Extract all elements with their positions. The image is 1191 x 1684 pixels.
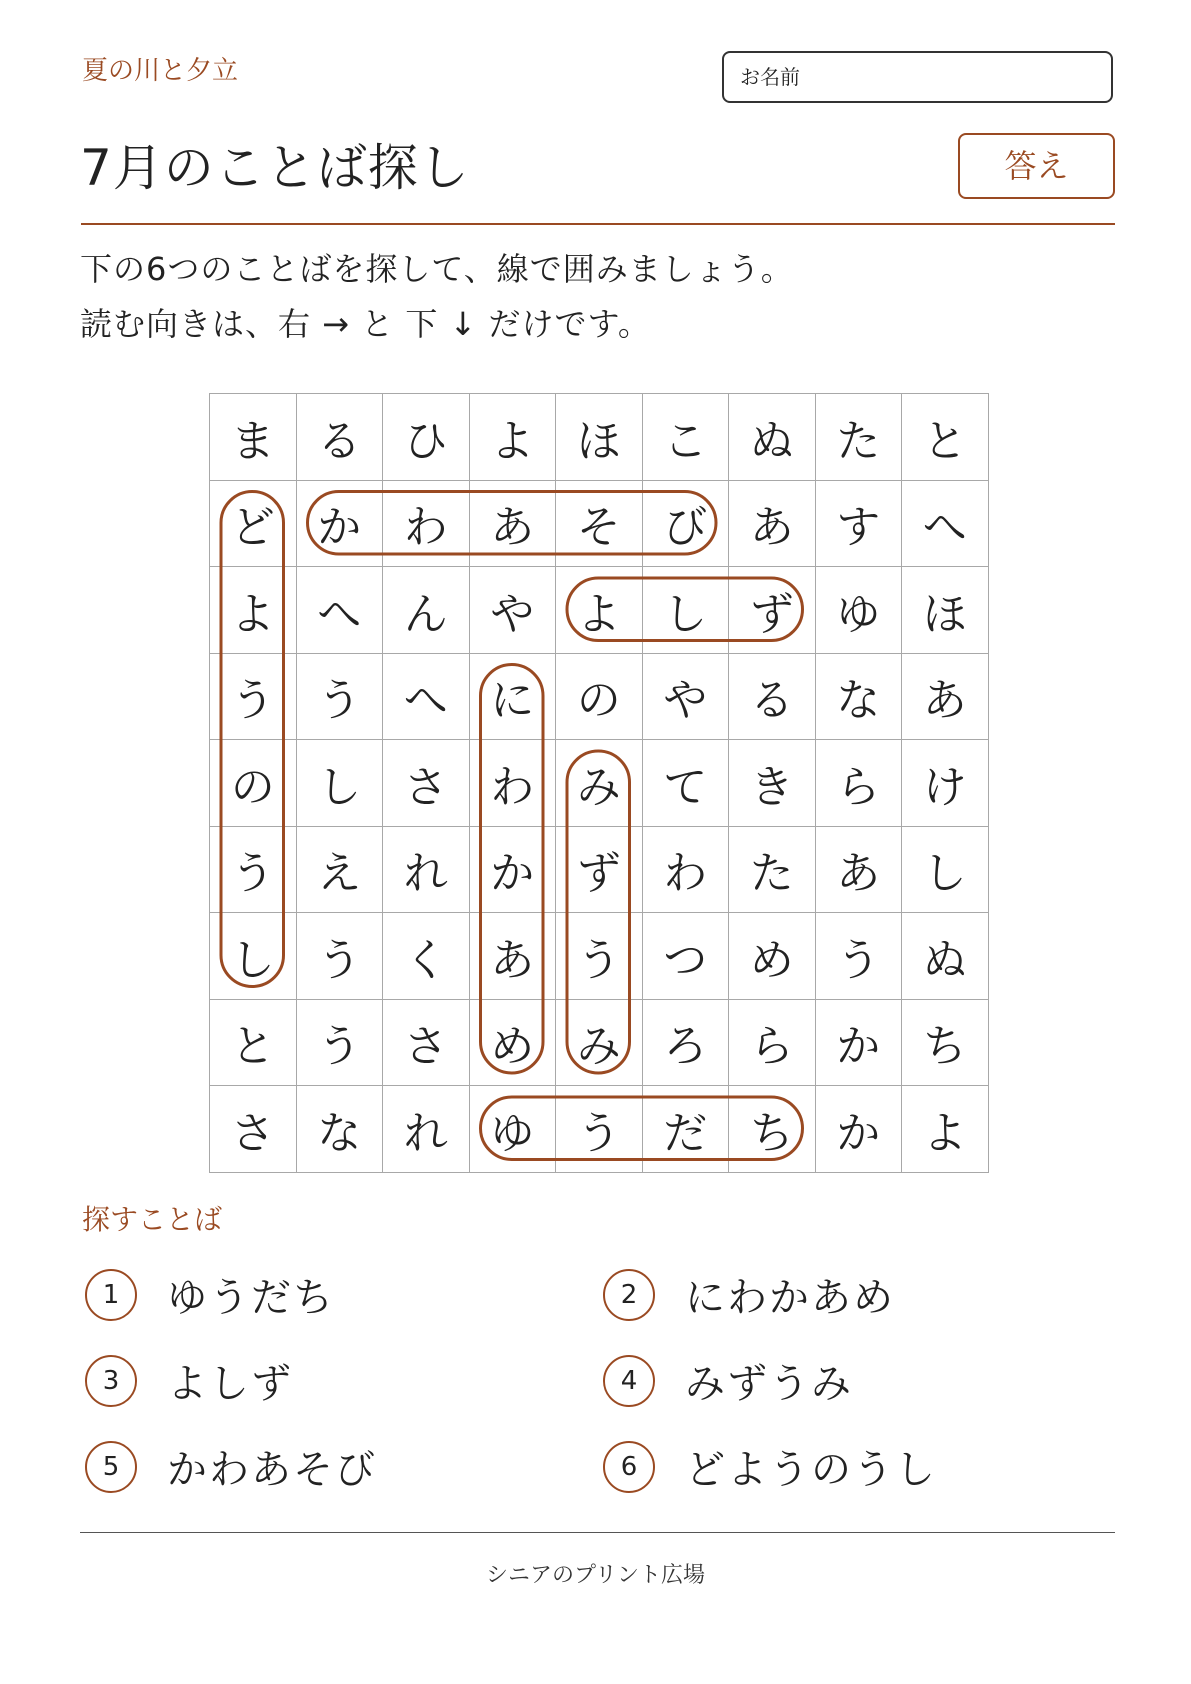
grid-cell: う (556, 1086, 643, 1173)
grid-cell: か (297, 481, 384, 568)
grid-cell: さ (383, 740, 470, 827)
grid-cell: か (816, 1000, 903, 1087)
grid-cell: れ (383, 827, 470, 914)
grid-cell: そ (556, 481, 643, 568)
grid-cell: ち (729, 1086, 816, 1173)
grid-cell: よ (902, 1086, 989, 1173)
grid-cell: す (816, 481, 903, 568)
grid-cell: か (816, 1086, 903, 1173)
grid-cell: き (729, 740, 816, 827)
grid-cell: ず (556, 827, 643, 914)
grid-cell: う (210, 654, 297, 741)
grid-cell: に (470, 654, 557, 741)
footer-credit: シニアのプリント広場 (485, 1563, 706, 1588)
grid-cell: よ (210, 567, 297, 654)
grid-cell: う (210, 827, 297, 914)
grid-cell: や (470, 567, 557, 654)
grid-cell: ゆ (816, 567, 903, 654)
grid-cell: な (297, 1086, 384, 1173)
grid-cell: う (297, 913, 384, 1000)
grid-cell: た (816, 394, 903, 481)
grid-cell: わ (643, 827, 730, 914)
grid-cell: と (210, 1000, 297, 1087)
grid-cell: う (297, 1000, 384, 1087)
grid-cell: さ (210, 1086, 297, 1173)
word-text: ゆうだち (167, 1275, 335, 1321)
word-item-3 (85, 1352, 293, 1409)
grid-cell: ほ (556, 394, 643, 481)
grid-cell: て (643, 740, 730, 827)
grid-cell: ち (902, 1000, 989, 1087)
grid-cell: だ (643, 1086, 730, 1173)
number-badge: 4 (603, 1355, 655, 1407)
footer-divider (80, 1532, 1115, 1533)
word-search-grid (209, 393, 989, 1173)
grid-cell: み (556, 1000, 643, 1087)
grid-cell: へ (297, 567, 384, 654)
grid-cell: あ (816, 827, 903, 914)
word-text: よしず (167, 1361, 293, 1407)
words-heading: 探すことば (82, 1203, 223, 1236)
grid-cell: ら (816, 740, 903, 827)
grid-cell: わ (383, 481, 470, 568)
grid-cell: み (556, 740, 643, 827)
grid-cell: ゆ (470, 1086, 557, 1173)
word-item-1 (85, 1266, 335, 1323)
grid-cell: し (297, 740, 384, 827)
grid-cell: ま (210, 394, 297, 481)
grid-cell: う (816, 913, 903, 1000)
header-divider (81, 223, 1115, 225)
grid-cell: あ (902, 654, 989, 741)
number-badge: 2 (603, 1269, 655, 1321)
grid-cell: か (470, 827, 557, 914)
name-field[interactable]: お名前 (722, 51, 1113, 103)
number-badge: 1 (85, 1269, 137, 1321)
word-item-5 (85, 1438, 377, 1495)
grid-cell: う (297, 654, 384, 741)
word-item-4 (603, 1352, 853, 1409)
grid-cell: る (729, 654, 816, 741)
grid-cell: な (816, 654, 903, 741)
grid-cell: ず (729, 567, 816, 654)
word-text: どようのうし (685, 1447, 937, 1493)
number-badge: 6 (603, 1441, 655, 1493)
grid-cell: け (902, 740, 989, 827)
instruction-line-1: 下の6つのことばを探して、線で囲みましょう。 (80, 250, 794, 288)
grid-cell: ひ (383, 394, 470, 481)
grid-cell: し (210, 913, 297, 1000)
grid-cell: へ (383, 654, 470, 741)
grid-cell: る (297, 394, 384, 481)
grid-cell: こ (643, 394, 730, 481)
grid-cell: と (902, 394, 989, 481)
grid-cell: め (729, 913, 816, 1000)
grid-cell: あ (470, 481, 557, 568)
grid-cell: う (556, 913, 643, 1000)
instruction-line-2: 読む向きは、右 → と 下 ↓ だけです。 (80, 305, 651, 343)
number-badge: 3 (85, 1355, 137, 1407)
grid-cell: く (383, 913, 470, 1000)
grid-cell: れ (383, 1086, 470, 1173)
grid-cell: え (297, 827, 384, 914)
grid-cell: よ (470, 394, 557, 481)
grid-cell: あ (470, 913, 557, 1000)
grid-cell: ん (383, 567, 470, 654)
grid-cell: び (643, 481, 730, 568)
grid-cell: ろ (643, 1000, 730, 1087)
grid-cell: の (556, 654, 643, 741)
grid-cell: の (210, 740, 297, 827)
word-item-6 (603, 1438, 937, 1495)
grid-cell: ら (729, 1000, 816, 1087)
page-title: 7月のことば探し (80, 139, 470, 197)
grid-cell: め (470, 1000, 557, 1087)
grid-cell: ぬ (902, 913, 989, 1000)
grid-cell: へ (902, 481, 989, 568)
grid-cell: し (643, 567, 730, 654)
grid-cell: し (902, 827, 989, 914)
grid-cell: さ (383, 1000, 470, 1087)
word-text: にわかあめ (685, 1275, 895, 1321)
answer-badge: 答え (958, 133, 1115, 199)
grid-cell: た (729, 827, 816, 914)
grid-cell: よ (556, 567, 643, 654)
word-text: かわあそび (167, 1447, 377, 1493)
grid-cell: ほ (902, 567, 989, 654)
grid-cell: や (643, 654, 730, 741)
grid-cell: わ (470, 740, 557, 827)
word-text: みずうみ (685, 1361, 853, 1407)
word-item-2 (603, 1266, 895, 1323)
grid-cell: あ (729, 481, 816, 568)
grid-cell: ど (210, 481, 297, 568)
grid-cell: ぬ (729, 394, 816, 481)
grid-cell: つ (643, 913, 730, 1000)
subtitle: 夏の川と夕立 (82, 56, 239, 86)
number-badge: 5 (85, 1441, 137, 1493)
